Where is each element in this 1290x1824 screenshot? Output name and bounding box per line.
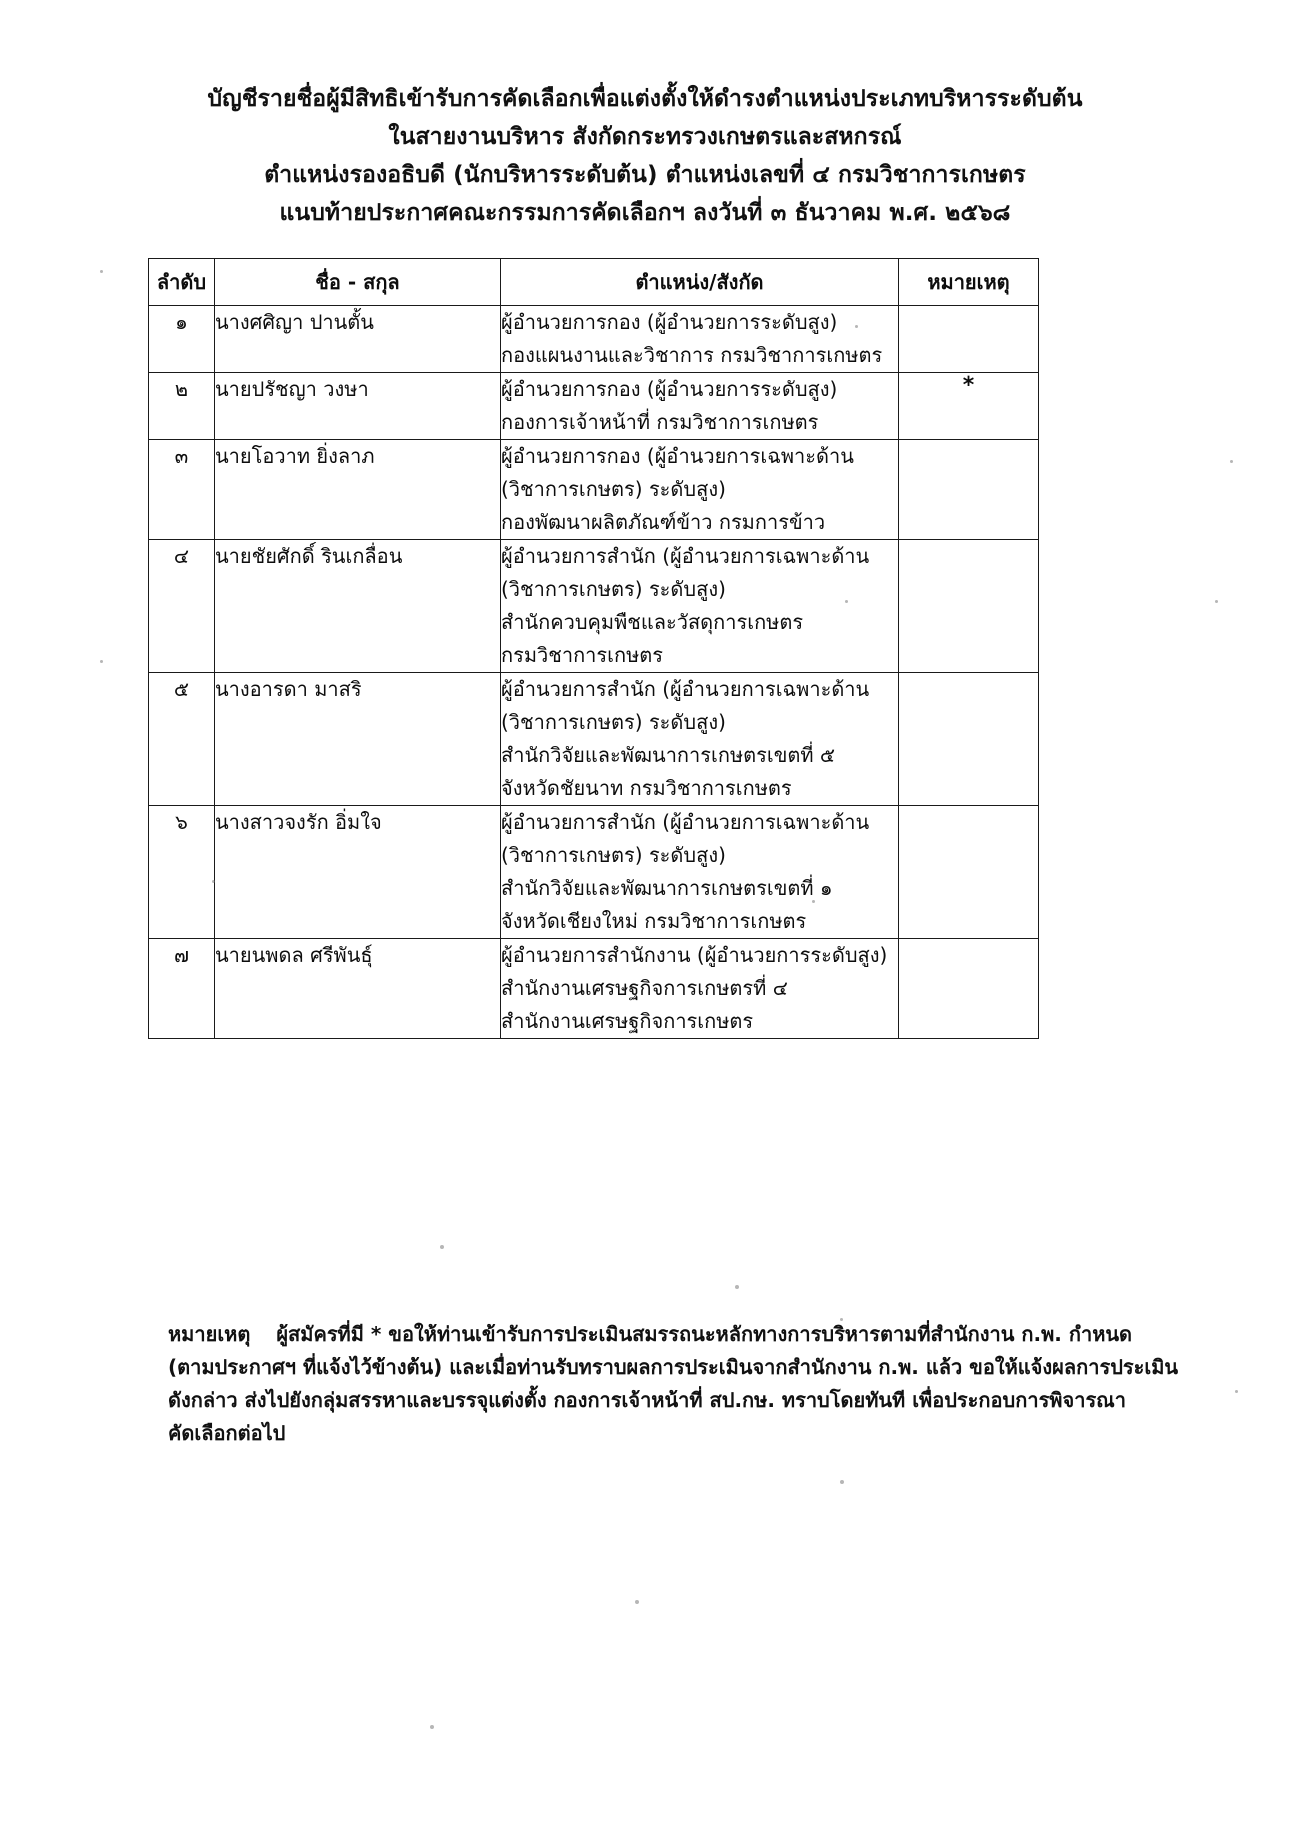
scan-speck (1235, 1390, 1238, 1393)
column-header-name: ชื่อ - สกุล (215, 259, 501, 306)
row-name: นายโอวาท ยิ่งลาภ (215, 440, 501, 540)
column-header-position: ตำแหน่ง/สังกัด (501, 259, 899, 306)
row-name: นางสาวจงรัก อิ่มใจ (215, 806, 501, 939)
footnote-text: ผู้สมัครที่มี * ขอให้ท่านเข้ารับการประเมินสมรรถนะหลักทางการบริหารตามที่สำนักงาน ก.พ. กำหนด (276, 1322, 1133, 1346)
position-line: (วิชาการเกษตร) ระดับสูง) (501, 710, 726, 734)
row-name: นายชัยศักดิ์ รินเกลื่อน (215, 540, 501, 673)
scan-speck (840, 1480, 844, 1484)
footnote-line-3: ดังกล่าว ส่งไปยังกลุ่มสรรหาและบรรจุแต่งตั้ง กองการเจ้าหน้าที่ สป.กษ. ทราบโดยทันที เพื่อประกอบการพิจารณา (168, 1388, 1126, 1412)
row-number: ๒ (149, 373, 215, 440)
footnote-label: หมายเหตุ (168, 1322, 251, 1346)
scan-speck (735, 1285, 739, 1289)
table-header-row (149, 259, 1039, 306)
roster-table-body (149, 306, 1039, 1039)
title-line-1: บัญชีรายชื่อผู้มีสิทธิเข้ารับการคัดเลือกเพื่อแต่งตั้งให้ดำรงตำแหน่งประเภทบริหารระดับต้น (207, 86, 1083, 112)
row-note (899, 939, 1039, 1039)
title-line-4: แนบท้ายประกาศคณะกรรมการคัดเลือกฯ ลงวันที่ ๓ ธันวาคม พ.ศ. ๒๕๖๘ (279, 200, 1011, 226)
scan-speck (845, 600, 848, 603)
footnote-line-4: คัดเลือกต่อไป (168, 1421, 286, 1445)
position-line: สำนักงานเศรษฐกิจการเกษตร (501, 1009, 754, 1033)
row-name: นางอารดา มาสริ (215, 673, 501, 806)
row-note (899, 440, 1039, 540)
scan-speck (812, 900, 815, 903)
position-line: ผู้อำนวยการสำนัก (ผู้อำนวยการเฉพาะด้าน (501, 677, 870, 701)
position-line: ผู้อำนวยการกอง (ผู้อำนวยการเฉพาะด้าน (501, 444, 854, 468)
position-line: จังหวัดเชียงใหม่ กรมวิชาการเกษตร (501, 909, 807, 933)
position-line: ผู้อำนวยการสำนักงาน (ผู้อำนวยการระดับสูง) (501, 943, 888, 967)
scan-speck (1230, 460, 1233, 463)
roster-table (148, 258, 1039, 1039)
position-line: กองแผนงานและวิชาการ กรมวิชาการเกษตร (501, 343, 883, 367)
column-header-no: ลำดับ (149, 259, 215, 306)
position-line: (วิชาการเกษตร) ระดับสูง) (501, 577, 726, 601)
row-position (501, 440, 899, 540)
row-note (899, 540, 1039, 673)
table-row (149, 806, 1039, 939)
position-line: สำนักวิจัยและพัฒนาการเกษตรเขตที่ ๑ (501, 876, 833, 900)
scan-speck (440, 1245, 444, 1249)
position-line: ผู้อำนวยการสำนัก (ผู้อำนวยการเฉพาะด้าน (501, 544, 870, 568)
position-line: ผู้อำนวยการกอง (ผู้อำนวยการระดับสูง) (501, 310, 838, 334)
row-number: ๕ (149, 673, 215, 806)
row-number: ๗ (149, 939, 215, 1039)
position-line: ผู้อำนวยการสำนัก (ผู้อำนวยการเฉพาะด้าน (501, 810, 870, 834)
footnote-line-2: (ตามประกาศฯ ที่แจ้งไว้ข้างต้น) และเมื่อท่านรับทราบผลการประเมินจากสำนักงาน ก.พ. แล้ว ขอให้แจ้งผลการประเมิน (168, 1355, 1179, 1379)
row-position (501, 673, 899, 806)
scan-speck (840, 1318, 843, 1321)
position-line: จังหวัดชัยนาท กรมวิชาการเกษตร (501, 776, 792, 800)
footnote-block (168, 1318, 1178, 1450)
column-header-note: หมายเหตุ (899, 259, 1039, 306)
position-line: กรมวิชาการเกษตร (501, 643, 664, 667)
row-position (501, 306, 899, 373)
row-position (501, 806, 899, 939)
scan-speck (430, 1725, 434, 1729)
row-note (899, 673, 1039, 806)
table-row (149, 673, 1039, 806)
row-number: ๑ (149, 306, 215, 373)
position-line: ผู้อำนวยการกอง (ผู้อำนวยการระดับสูง) (501, 377, 838, 401)
table-row (149, 939, 1039, 1039)
footnote-line-1 (168, 1318, 1178, 1351)
title-line-2: ในสายงานบริหาร สังกัดกระทรวงเกษตรและสหกรณ์ (388, 124, 902, 150)
row-name: นางศศิญา ปานตั้น (215, 306, 501, 373)
position-line: สำนักควบคุมพืชและวัสดุการเกษตร (501, 610, 804, 634)
scan-speck (100, 660, 103, 663)
table-row (149, 440, 1039, 540)
row-position (501, 540, 899, 673)
row-note (899, 806, 1039, 939)
title-line-3: ตำแหน่งรองอธิบดี (นักบริหารระดับต้น) ตำแหน่งเลขที่ ๔ กรมวิชาการเกษตร (264, 162, 1026, 188)
row-name: นายนพดล ศรีพันธุ์ (215, 939, 501, 1039)
row-number: ๓ (149, 440, 215, 540)
position-line: สำนักงานเศรษฐกิจการเกษตรที่ ๔ (501, 976, 788, 1000)
position-line: (วิชาการเกษตร) ระดับสูง) (501, 843, 726, 867)
page-title (0, 80, 1290, 232)
table-row (149, 373, 1039, 440)
scan-speck (1215, 600, 1218, 603)
scan-speck (635, 1600, 639, 1604)
row-note (899, 306, 1039, 373)
scan-speck (855, 325, 858, 328)
roster-table-wrap (148, 258, 1038, 1039)
scan-speck (100, 270, 103, 273)
position-line: (วิชาการเกษตร) ระดับสูง) (501, 477, 726, 501)
row-number: ๔ (149, 540, 215, 673)
table-row (149, 540, 1039, 673)
row-name: นายปรัชญา วงษา (215, 373, 501, 440)
row-position (501, 939, 899, 1039)
scan-speck (212, 880, 215, 883)
table-row (149, 306, 1039, 373)
position-line: กองพัฒนาผลิตภัณฑ์ข้าว กรมการข้าว (501, 510, 826, 534)
row-position (501, 373, 899, 440)
position-line: สำนักวิจัยและพัฒนาการเกษตรเขตที่ ๕ (501, 743, 836, 767)
position-line: กองการเจ้าหน้าที่ กรมวิชาการเกษตร (501, 410, 819, 434)
row-number: ๖ (149, 806, 215, 939)
row-note: * (899, 373, 1039, 440)
